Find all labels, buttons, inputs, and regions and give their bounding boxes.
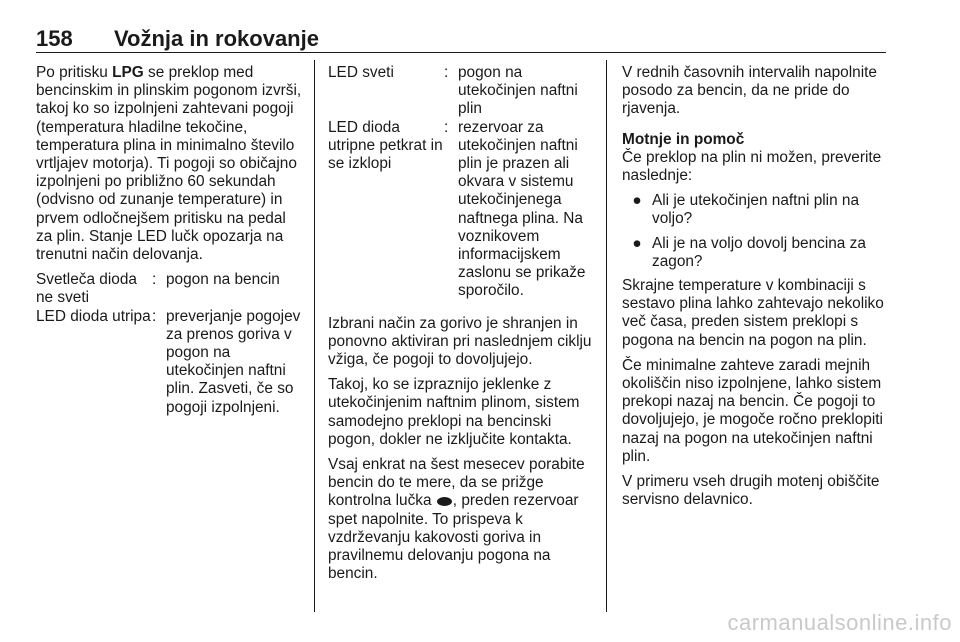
watermark: carmanualsonline.info xyxy=(727,610,952,635)
page-title: Vožnja in rokovanje xyxy=(114,26,319,51)
page-header xyxy=(36,26,886,53)
led-status-row: LED dioda utripa : preverjanje pogojev za prenos goriva v pogon na utekočinjen naftni plin. Zasveti, če so pogoji izpolnjeni. xyxy=(36,307,301,416)
column-divider xyxy=(606,60,607,612)
led-status-row: Svetleča dioda ne sveti : pogon na bencin xyxy=(36,271,280,307)
paragraph: Če preklop na plin ni možen, preverite naslednje: xyxy=(622,148,882,185)
column-3 xyxy=(622,64,888,516)
column-divider xyxy=(314,60,315,612)
paragraph: Takoj, ko se izpraznijo jeklenke z utekočinjenim naftnim plinom, sistem samodejno preklopi na bencinski pogon, dokler ne izključite kontakta. xyxy=(328,376,580,448)
paragraph: Če minimalne zahteve zaradi mejnih okoliščin niso izpolnjene, lahko sistem prekopi nazaj na bencin. Če pogoji to dovoljujejo, je mogoče ročno preklopiti nazaj na pogon na utekočinjen naftni plin. xyxy=(622,356,883,465)
lpg-button-label: LPG xyxy=(112,64,144,81)
paragraph: Skrajne temperature v kombinaciji s sestavo plina lahko zahtevajo nekoliko več časa, preden sistem preklopi s pogona na bencin na pogon na plin. xyxy=(622,277,884,349)
fuel-warning-icon xyxy=(437,497,452,506)
bullet-icon: ● xyxy=(632,234,642,252)
paragraph: V rednih časovnih intervalih napolnite posodo za bencin, da ne pride do rjavenja. xyxy=(622,64,877,118)
paragraph: V primeru vseh drugih motenj obiščite servisno delavnico. xyxy=(622,473,880,509)
paragraph: Izbrani način za gorivo je shranjen in ponovno aktiviran pri naslednjem ciklju vžiga, če pogoji to dovoljujejo. xyxy=(328,314,592,369)
section-heading: Motnje in pomoč xyxy=(622,130,745,148)
column-2 xyxy=(328,64,592,590)
paragraph: Vsaj enkrat na šest mesecev porabite bencin do te mere, da se prižge kontrolna lučka , preden rezervoar spet napolnite. To prispeva k vzdrževanju kakovosti goriva in pravilnemu delovanju pogona na bencin. xyxy=(328,456,585,583)
led-status-row: LED dioda utripne petkrat in se izklopi : rezervoar za utekočinjen naftni plin je prazen ali okvara v sistemu utekočinjenega naftnega plina. Na voznikovem informacijskem zaslonu se prikaže sporočilo. xyxy=(328,118,586,300)
list-item: ● Ali je utekočinjen naftni plin na voljo? xyxy=(622,192,888,228)
led-status-list xyxy=(36,271,304,417)
list-item: ● Ali je na voljo dovolj bencina za zagon? xyxy=(622,235,888,271)
led-status-row: LED sveti : pogon na utekočinjen naftni plin xyxy=(328,64,578,118)
intro-paragraph: Po pritisku LPG se preklop med bencinskim in plinskim pogonom izvrši, takoj ko so izpolnjeni zahtevani pogoji (temperatura hladilne tekočine, temperatura plina in minimalno število vrtljajev motorja). Ti pogoji so običajno izpolnjeni po približno 60 sekundah (odvisno od zunanje temperature) in prvem odločnejšem pritisku na pedal za plin. Stanje LED lučk opozarja na trenutni način delovanja. xyxy=(36,64,302,264)
column-1 xyxy=(36,64,304,423)
bullet-icon: ● xyxy=(632,192,642,210)
led-status-list xyxy=(328,64,592,301)
page-number: 158 xyxy=(36,26,73,51)
